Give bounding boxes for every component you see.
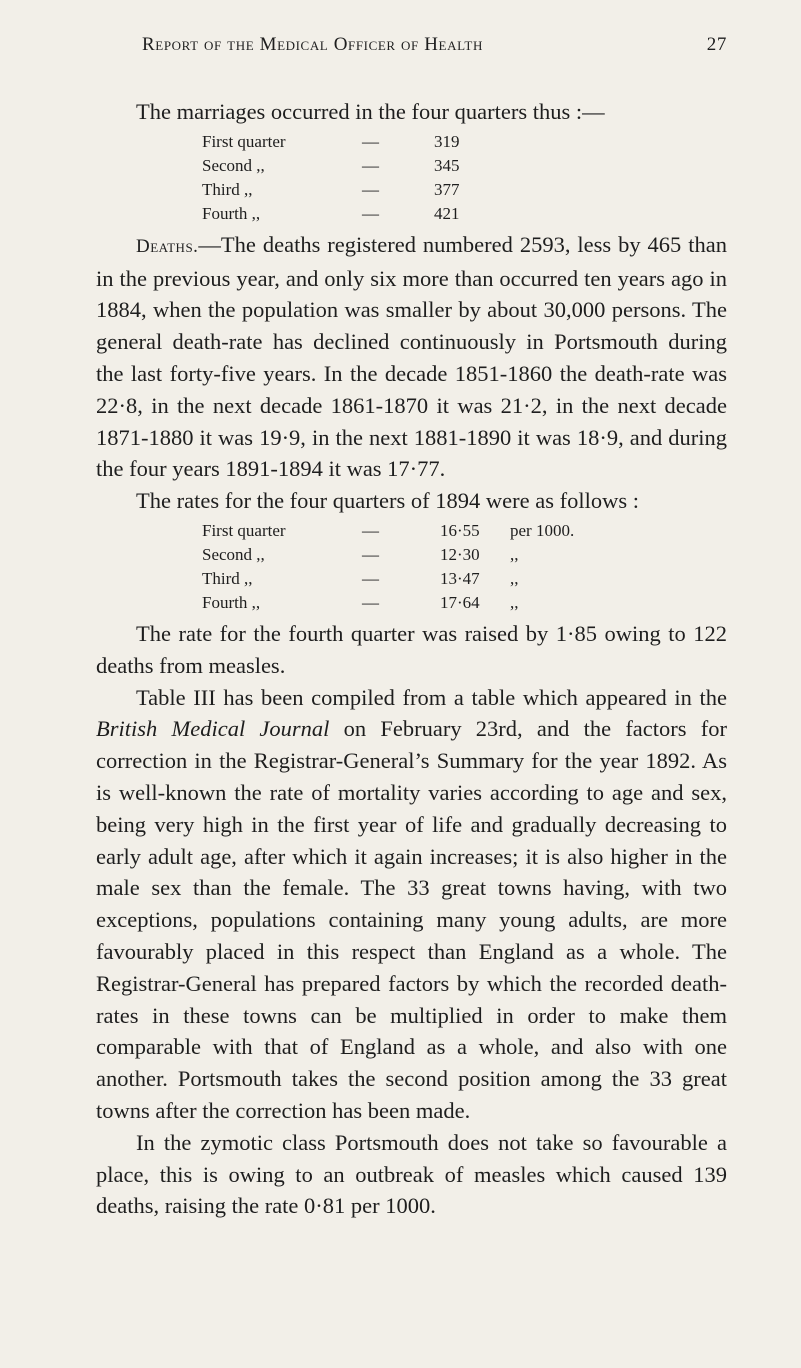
header-title: Report of the Medical Officer of Health [142,34,483,55]
rates-row [202,591,574,615]
rate-unit: ,, [510,544,519,564]
marriages-row [202,202,460,226]
marriages-row [202,178,460,202]
marriages-table [202,130,460,226]
dash: — [362,520,379,540]
deaths-paragraph [96,229,727,485]
quarter-label: Second ,, [202,155,265,175]
zymotic-paragraph: In the zymotic class Portsmouth does not take so favourable a place, this is owing to an outbreak of measles which caused 139 deaths, raising the rate 0·81 per 1000. [96,1129,727,1219]
death-rate: 17·64 [440,592,480,612]
quarter-label: Fourth ,, [202,203,261,223]
dash: — [362,544,379,564]
dash: — [362,568,379,588]
quarter-label: Third ,, [202,568,253,588]
death-rate: 16·55 [440,520,480,540]
table-para-before: Table III has been compiled from a table which appeared in the [136,684,727,710]
body-text [96,96,727,1222]
rates-row [202,543,574,567]
dash: — [362,203,379,223]
marriage-count: 421 [434,203,460,223]
marriage-count: 345 [434,155,460,175]
death-rate: 13·47 [440,568,480,588]
dash: — [362,155,379,175]
dash: — [362,131,379,151]
rates-intro: The rates for the four quarters of 1894 were as follows : [136,488,639,514]
quarter-label: Fourth ,, [202,592,261,612]
table-three-paragraph [96,682,727,1127]
rates-row [202,567,574,591]
page-number: 27 [706,34,727,55]
rates-table [202,519,574,615]
journal-title: British Medical Journal [96,716,330,742]
rates-row [202,519,574,543]
quarter-label: First quarter [202,520,286,540]
rate-unit: ,, [510,592,519,612]
quarter-label: Second ,, [202,544,265,564]
deaths-text: —The deaths registered numbered 2593, less by 465 than in the previous year, and only six more than occurred ten years ago in 1884, when the population was smaller by about 30,000 persons. The general death-rate has declined continuously in Portsmouth during the last forty-five years. In the decade 1851-1860 the death-rate was 22·8, in the next decade 1861-1870 it was 21·2, in the next decade 1871-1880 it was 19·9, in the next 1881-1890 it was 18·9, and during the four years 1891-1894 it was 17·77. [96,231,727,482]
quarter-label: First quarter [202,131,286,151]
marriage-count: 377 [434,179,460,199]
death-rate: 12·30 [440,544,480,564]
rate-unit: per 1000. [510,520,575,540]
table-para-after: on February 23rd, and the factors for correction in the Registrar-General’s Summary for the year 1892. As is well-known the rate of mortality varies according to age and sex, being very high in the first year of life and gradually decreasing to early adult age, after which it again increases; it is also higher in the male sex than the female. The 33 great towns having, with two exceptions, populations containing many young adults, are more favourably placed in this respect than England as a whole. The Registrar-General has prepared factors by which the recorded death-rates in these towns can be multiplied in order to make them comparable with that of England as a whole, and also with one another. Portsmouth takes the second position among the 33 great towns after the correction has been made. [96,716,727,1123]
dash: — [362,179,379,199]
marriage-count: 319 [434,131,460,151]
fourth-quarter-paragraph: The rate for the fourth quarter was raised by 1·85 owing to 122 deaths from measles. [96,620,727,678]
dash: — [362,592,379,612]
marriages-row [202,154,460,178]
rate-unit: ,, [510,568,519,588]
marriages-row [202,130,460,154]
running-header [142,34,727,56]
marriages-intro: The marriages occurred in the four quarters thus :— [136,99,605,124]
quarter-label: Third ,, [202,179,253,199]
deaths-lead: Deaths. [136,235,199,257]
